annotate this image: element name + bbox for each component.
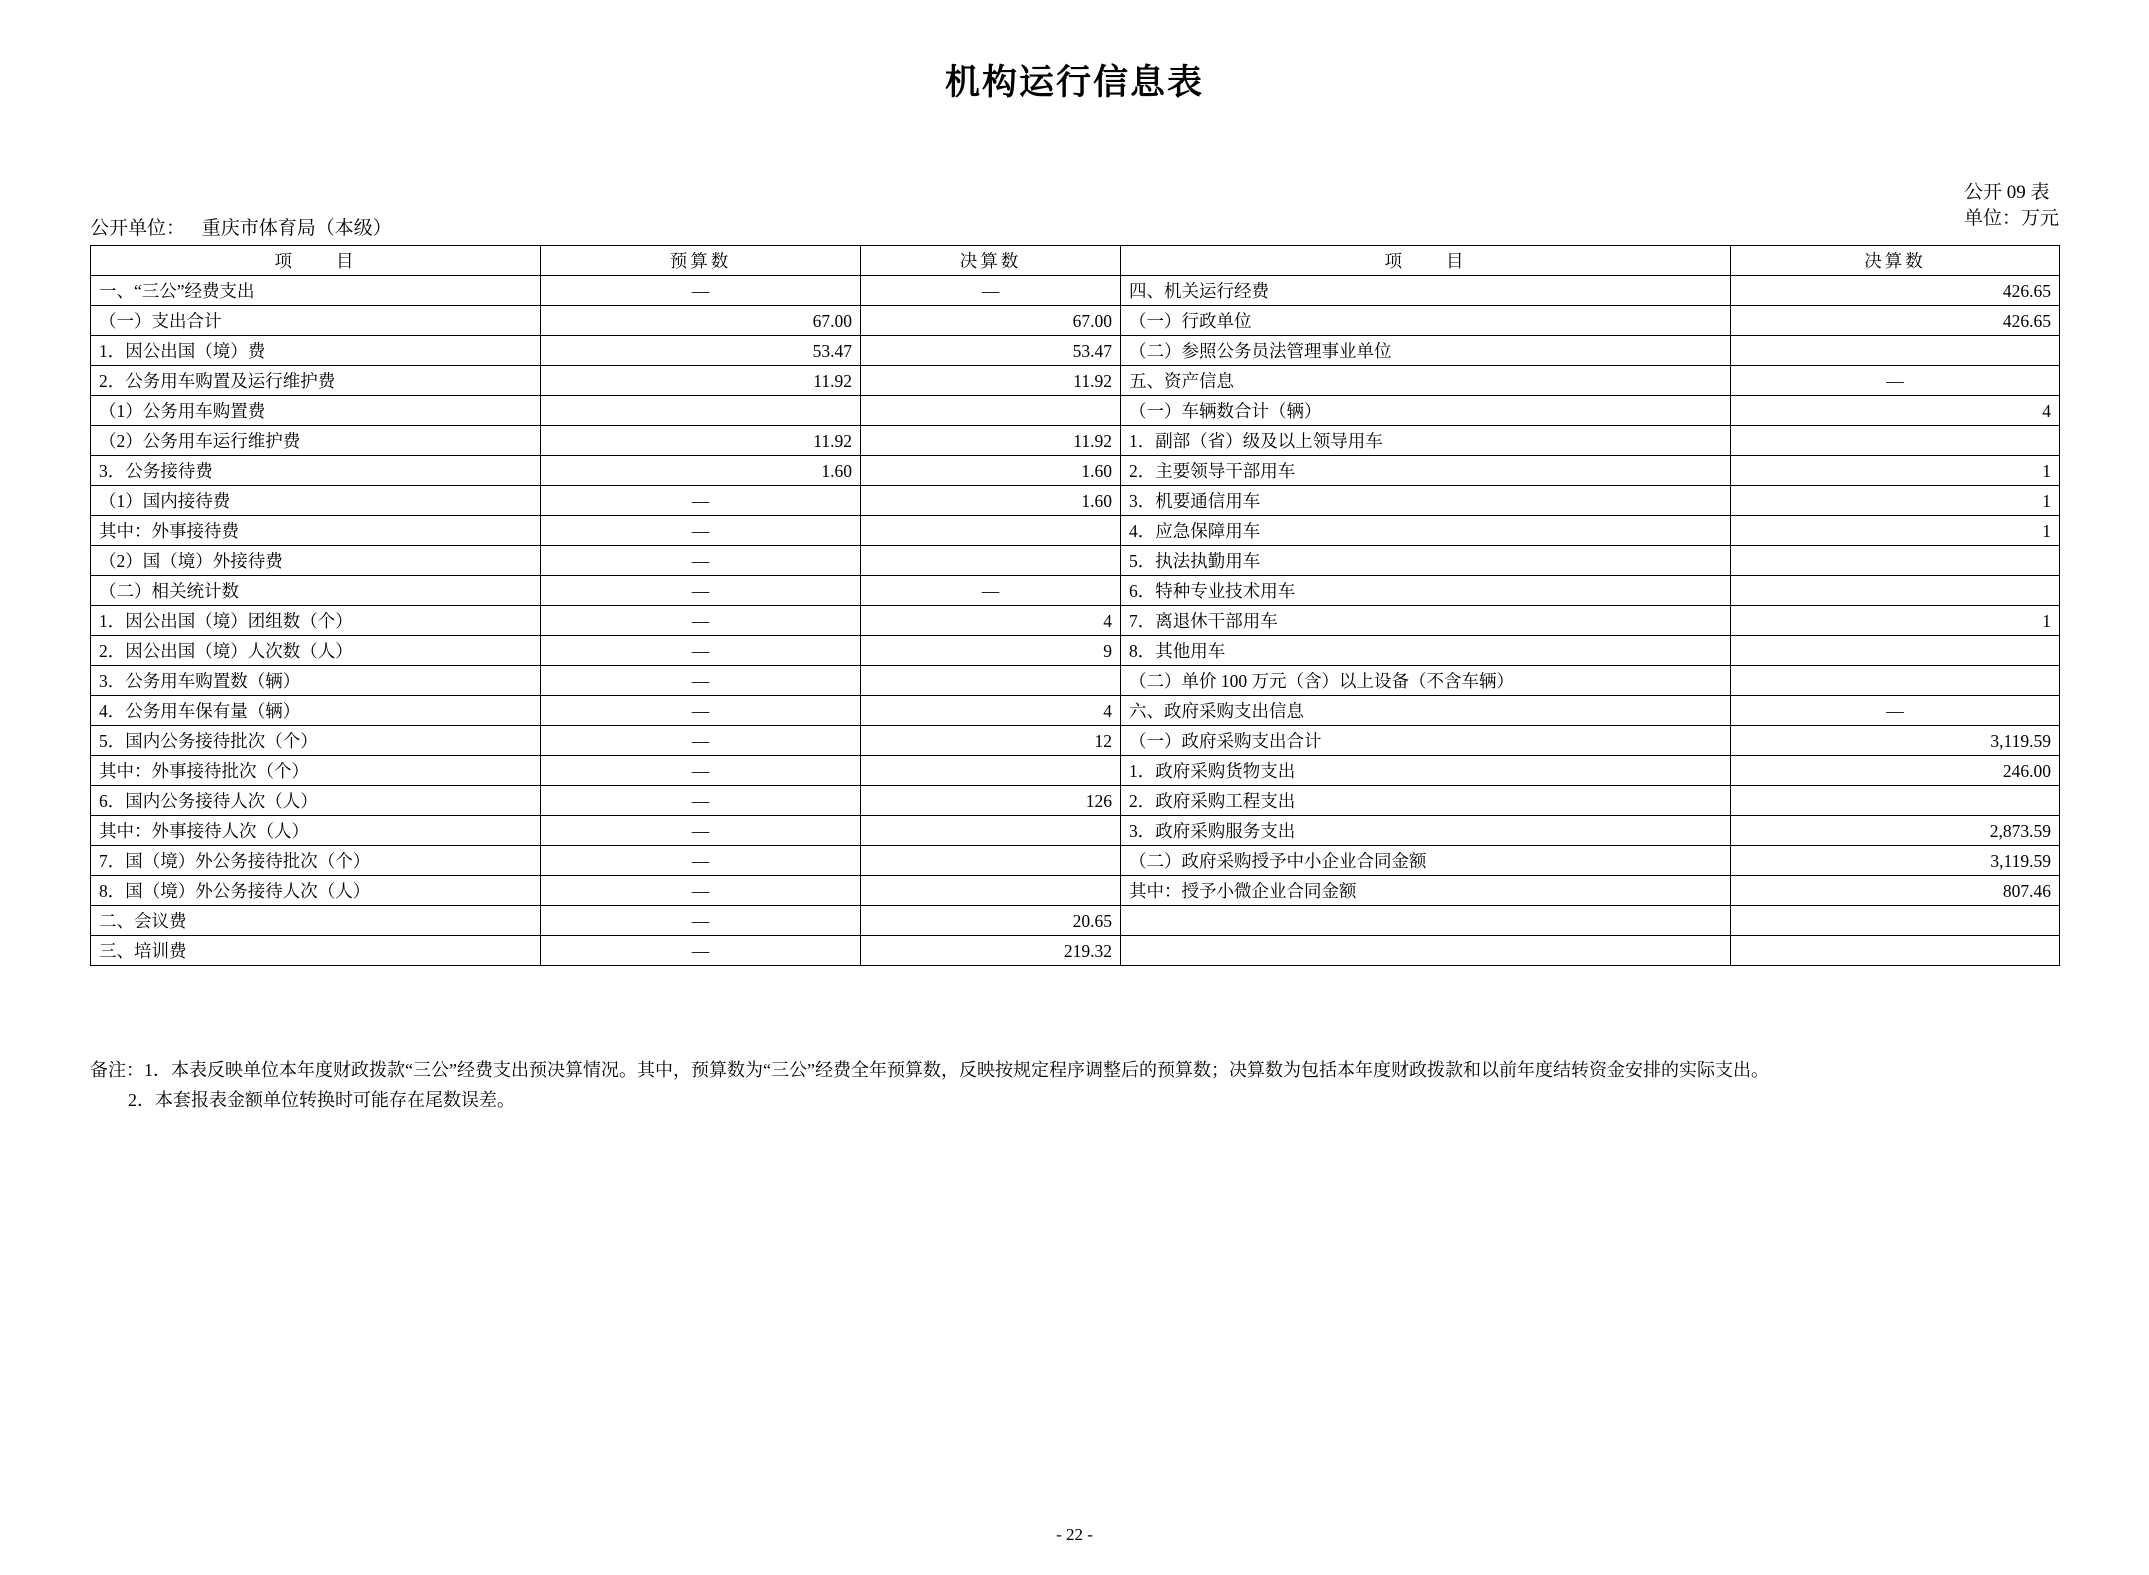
cell-budget: — (541, 486, 861, 516)
cell-final: 126 (861, 786, 1121, 816)
cell-item-right: （二）单价 100 万元（含）以上设备（不含车辆） (1121, 666, 1731, 696)
header-final-right: 决算数 (1731, 246, 2060, 276)
table-row (91, 486, 2060, 516)
cell-item-right: 六、政府采购支出信息 (1121, 696, 1731, 726)
cell-item-right: （二）参照公务员法管理事业单位 (1121, 336, 1731, 366)
cell-item-right: 5．执法执勤用车 (1121, 546, 1731, 576)
cell-final (861, 516, 1121, 546)
cell-item-left: （二）相关统计数 (91, 576, 541, 606)
table-row (91, 906, 2060, 936)
cell-final: 53.47 (861, 336, 1121, 366)
table-row (91, 936, 2060, 966)
cell-final: — (861, 276, 1121, 306)
cell-final-right: 807.46 (1731, 876, 2060, 906)
cell-final-right (1731, 936, 2060, 966)
cell-item-right: 3．机要通信用车 (1121, 486, 1731, 516)
cell-budget: — (541, 816, 861, 846)
cell-item-right: 7．离退休干部用车 (1121, 606, 1731, 636)
cell-final: 1.60 (861, 456, 1121, 486)
cell-final-right: 1 (1731, 486, 2060, 516)
cell-final-right (1731, 576, 2060, 606)
cell-item-right: 2．主要领导干部用车 (1121, 456, 1731, 486)
cell-budget: — (541, 516, 861, 546)
cell-final: 12 (861, 726, 1121, 756)
cell-final (861, 396, 1121, 426)
cell-budget: 11.92 (541, 426, 861, 456)
cell-item-left: 4．公务用车保有量（辆） (91, 696, 541, 726)
table-row (91, 756, 2060, 786)
table-row (91, 546, 2060, 576)
form-meta (1964, 180, 2059, 232)
cell-final-right: 1 (1731, 606, 2060, 636)
cell-final (861, 846, 1121, 876)
table-row (91, 606, 2060, 636)
cell-budget: — (541, 876, 861, 906)
cell-final-right: — (1731, 696, 2060, 726)
table-row (91, 306, 2060, 336)
cell-item-left: （2）国（境）外接待费 (91, 546, 541, 576)
cell-budget: — (541, 276, 861, 306)
cell-final-right (1731, 426, 2060, 456)
cell-final-right: 246.00 (1731, 756, 2060, 786)
cell-final (861, 756, 1121, 786)
cell-item-right: 6．特种专业技术用车 (1121, 576, 1731, 606)
cell-final-right: 2,873.59 (1731, 816, 2060, 846)
cell-item-left: 三、培训费 (91, 936, 541, 966)
page-footer: - 22 - (1056, 1525, 1093, 1544)
cell-final-right: 4 (1731, 396, 2060, 426)
cell-item-right: 四、机关运行经费 (1121, 276, 1731, 306)
cell-final: 67.00 (861, 306, 1121, 336)
table-row (91, 396, 2060, 426)
cell-item-right: 8．其他用车 (1121, 636, 1731, 666)
table-row (91, 366, 2060, 396)
cell-final: 4 (861, 606, 1121, 636)
publisher-value: 重庆市体育局（本级） (201, 218, 392, 239)
cell-item-left: （1）国内接待费 (91, 486, 541, 516)
cell-final-right: 426.65 (1731, 276, 2060, 306)
cell-item-left: （一）支出合计 (91, 306, 541, 336)
cell-budget: — (541, 726, 861, 756)
table-row (91, 876, 2060, 906)
cell-item-right: （一）行政单位 (1121, 306, 1731, 336)
cell-budget: — (541, 636, 861, 666)
cell-item-left: （2）公务用车运行维护费 (91, 426, 541, 456)
cell-final: 4 (861, 696, 1121, 726)
cell-item-left: 3．公务接待费 (91, 456, 541, 486)
publisher-label: 公开单位： (90, 218, 186, 239)
cell-item-left: 6．国内公务接待人次（人） (91, 786, 541, 816)
cell-item-left: 一、“三公”经费支出 (91, 276, 541, 306)
cell-item-left: 其中：外事接待人次（人） (91, 816, 541, 846)
table-row (91, 636, 2060, 666)
table-row (91, 786, 2060, 816)
cell-budget: — (541, 606, 861, 636)
table-header-row (91, 246, 2060, 276)
page-title: 机构运行信息表 (944, 63, 1204, 102)
cell-item-left: 7．国（境）外公务接待批次（个） (91, 846, 541, 876)
cell-budget: 11.92 (541, 366, 861, 396)
cell-item-left: 二、会议费 (91, 906, 541, 936)
cell-final: 219.32 (861, 936, 1121, 966)
cell-budget: 67.00 (541, 306, 861, 336)
cell-item-right (1121, 906, 1731, 936)
remark-line-1: 备注：1．本表反映单位本年度财政拨款“三公”经费支出预决算情况。其中，预算数为“三公”经费全年预算数，反映按规定程序调整后的预算数；决算数为包括本年度财政拨款和以前年度结转资金安排的实际支出。 (90, 1060, 1769, 1080)
header-item-right: 项 目 (1121, 246, 1731, 276)
cell-item-right: 其中：授予小微企业合同金额 (1121, 876, 1731, 906)
cell-item-left: 2．因公出国（境）人次数（人） (91, 636, 541, 666)
table-row (91, 576, 2060, 606)
cell-item-left: 其中：外事接待费 (91, 516, 541, 546)
cell-final-right (1731, 786, 2060, 816)
cell-item-left: 其中：外事接待批次（个） (91, 756, 541, 786)
form-code: 公开 09 表 (1963, 182, 2050, 203)
table-row (91, 726, 2060, 756)
cell-final-right (1731, 336, 2060, 366)
cell-budget: — (541, 846, 861, 876)
cell-item-right: 1．政府采购货物支出 (1121, 756, 1731, 786)
cell-item-left: （1）公务用车购置费 (91, 396, 541, 426)
table-row (91, 696, 2060, 726)
table-row (91, 336, 2060, 366)
cell-budget: — (541, 786, 861, 816)
cell-item-right (1121, 936, 1731, 966)
currency-unit: 单位：万元 (1963, 208, 2059, 229)
cell-budget: — (541, 696, 861, 726)
cell-item-left: 1．因公出国（境）费 (91, 336, 541, 366)
cell-item-left: 8．国（境）外公务接待人次（人） (91, 876, 541, 906)
cell-budget: 53.47 (541, 336, 861, 366)
table-row (91, 816, 2060, 846)
cell-item-left: 2．公务用车购置及运行维护费 (91, 366, 541, 396)
cell-budget: — (541, 576, 861, 606)
cell-item-right: 3．政府采购服务支出 (1121, 816, 1731, 846)
table-row (91, 276, 2060, 306)
header-final: 决算数 (861, 246, 1121, 276)
institution-operation-table (90, 245, 2060, 966)
header-budget: 预算数 (541, 246, 861, 276)
table-row (91, 666, 2060, 696)
cell-budget: — (541, 906, 861, 936)
cell-final-right (1731, 906, 2060, 936)
cell-final (861, 816, 1121, 846)
cell-item-right: 4．应急保障用车 (1121, 516, 1731, 546)
cell-final-right: 426.65 (1731, 306, 2060, 336)
cell-budget: — (541, 756, 861, 786)
cell-final (861, 666, 1121, 696)
cell-item-left: 5．国内公务接待批次（个） (91, 726, 541, 756)
cell-final-right (1731, 666, 2060, 696)
table-row (91, 846, 2060, 876)
cell-item-right: （一）车辆数合计（辆） (1121, 396, 1731, 426)
publisher-line (90, 213, 392, 240)
cell-final: 11.92 (861, 366, 1121, 396)
cell-item-right: 2．政府采购工程支出 (1121, 786, 1731, 816)
remarks (90, 1055, 2059, 1115)
cell-final-right (1731, 546, 2060, 576)
cell-final-right: 1 (1731, 516, 2060, 546)
cell-item-right: （二）政府采购授予中小企业合同金额 (1121, 846, 1731, 876)
header-item-left: 项 目 (91, 246, 541, 276)
cell-final (861, 546, 1121, 576)
cell-budget: — (541, 936, 861, 966)
remark-line-2: 2．本套报表金额单位转换时可能存在尾数误差。 (128, 1090, 515, 1110)
cell-item-left: 1．因公出国（境）团组数（个） (91, 606, 541, 636)
cell-final-right: 3,119.59 (1731, 726, 2060, 756)
cell-final: 9 (861, 636, 1121, 666)
cell-item-left: 3．公务用车购置数（辆） (91, 666, 541, 696)
cell-final-right: 1 (1731, 456, 2060, 486)
cell-budget: — (541, 666, 861, 696)
cell-final-right: 3,119.59 (1731, 846, 2060, 876)
cell-item-right: 1．副部（省）级及以上领导用车 (1121, 426, 1731, 456)
cell-item-right: 五、资产信息 (1121, 366, 1731, 396)
cell-final: 20.65 (861, 906, 1121, 936)
cell-final: 1.60 (861, 486, 1121, 516)
cell-budget (541, 396, 861, 426)
cell-item-right: （一）政府采购支出合计 (1121, 726, 1731, 756)
cell-budget: — (541, 546, 861, 576)
cell-budget: 1.60 (541, 456, 861, 486)
cell-final-right: — (1731, 366, 2060, 396)
cell-final: — (861, 576, 1121, 606)
cell-final: 11.92 (861, 426, 1121, 456)
cell-final (861, 876, 1121, 906)
table-row (91, 426, 2060, 456)
table-row (91, 456, 2060, 486)
document-page (0, 55, 2149, 1575)
cell-final-right (1731, 636, 2060, 666)
table-row (91, 516, 2060, 546)
